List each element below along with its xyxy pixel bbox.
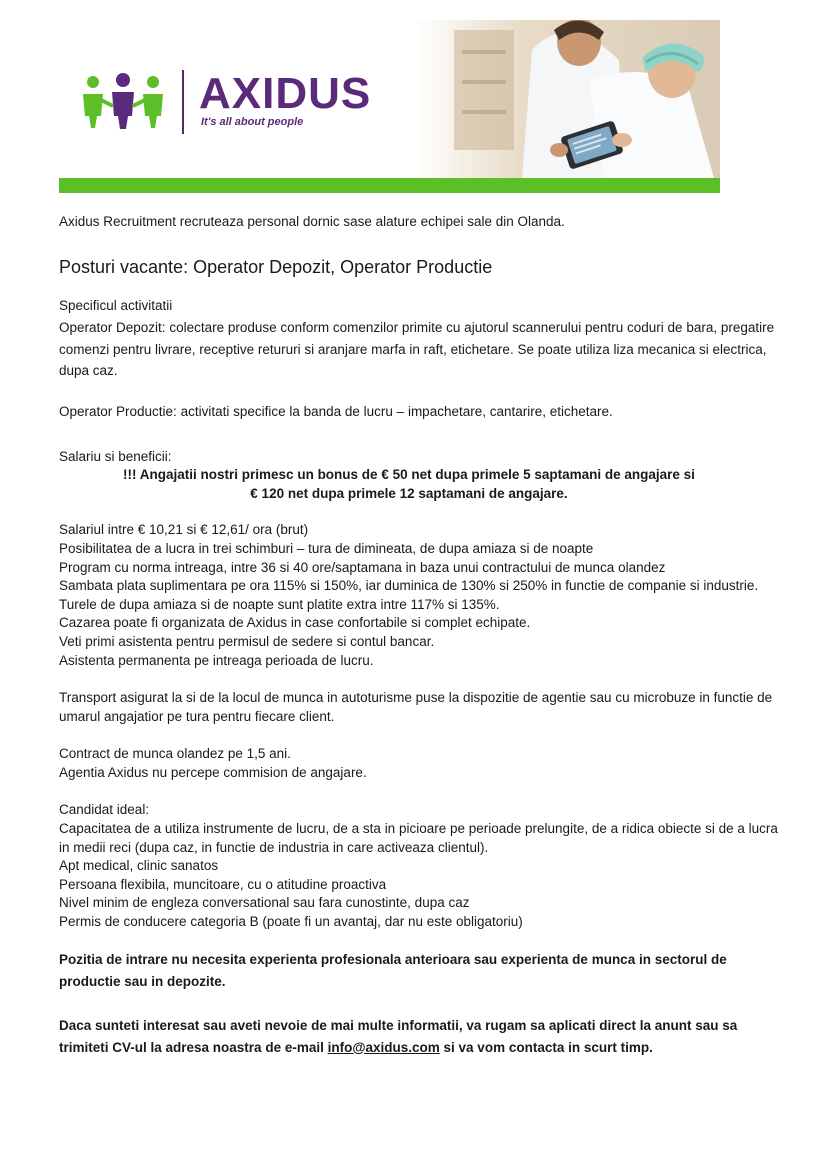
candidate-heading: Candidat ideal: (59, 802, 150, 817)
benefit-item: Posibilitatea de a lucra in trei schimburi – tura de dimineata, de dupa amiaza si de noapte (59, 541, 594, 556)
apply-text-after: si va vom contacta in scurt timp. (439, 1039, 653, 1055)
salary-heading: Salariu si beneficii: (59, 449, 172, 464)
benefit-item: Turele de dupa amiaza si de noapte sunt platite extra intre 117% si 135%. (59, 596, 500, 612)
operator-depozit-description (59, 317, 781, 382)
operator-productie-text: activitati specifice la banda de lucru – impachetare, cantarire, etichetare. (176, 404, 613, 419)
benefit-item: Program cu norma intreaga, intre 36 si 40 ore/saptamana in baza unui contractului de munca olandez (59, 559, 666, 575)
header-green-bar (59, 178, 720, 193)
people-logo-icon (81, 72, 165, 130)
no-fee-line: Agentia Axidus nu percepe commision de angajare. (59, 764, 367, 780)
requirement-item: Capacitatea de a utiliza instrumente de lucru, de a sta in picioare pe perioade prelungite, de a ridica obiecte si de a lucra in medii reci (dupa caz, in functie de industria in care activeaza clientul). (59, 821, 778, 855)
operator-productie-description (59, 403, 781, 422)
brand-tagline: It's all about people (201, 116, 304, 128)
apply-text-before: Daca sunteti interesat sau aveti nevoie de mai multe informatii, va rugam sa aplicati direct la anunt sau sa trimiteti CV-ul la adresa noastra de e-mail (59, 1018, 738, 1055)
apply-instructions (59, 1015, 781, 1058)
activity-heading: Specificul activitatii (59, 298, 173, 313)
benefit-item: Sambata plata suplimentara pe ora 115% si 150%, iar duminica de 130% si 250% in functie de companie si industrie. (59, 578, 759, 594)
experience-note: Pozitia de intrare nu necesita experienta profesionala anterioara sau experienta de munca in sectorul de productie sau in depozite. (59, 952, 727, 989)
transport-text: Transport asigurat la si de la locul de munca in autoturisme puse la dispozitie de agentie sau cu microbuze in functie de umarul angajatior pe tura pentru fiecare client. (59, 690, 773, 724)
requirement-item: Nivel minim de engleza conversational sau fara cunostinte, dupa caz (59, 895, 470, 911)
requirement-item: Persoana flexibila, muncitoare, cu o atitudine proactiva (59, 876, 387, 892)
logo-divider (182, 70, 184, 134)
contract-info (59, 745, 781, 782)
contact-email-link[interactable]: info@axidus.com (327, 1039, 440, 1055)
operator-depozit-label: Operator Depozit: (59, 320, 166, 335)
contract-line: Contract de munca olandez pe 1,5 ani. (59, 746, 291, 761)
requirement-item: Permis de conducere categoria B (poate fi un avantaj, dar nu este obligatoriu) (59, 913, 523, 929)
positions-title: Posturi vacante: Operator Depozit, Operator Productie (59, 257, 493, 277)
operator-depozit-text: colectare produse conform comenzilor primite cu ajutorul scannerului pentru coduri de bara, pregatire comenzi pentru livrare, receptive retururi si aranjare marfa in raft, etichetare. Se poate utiliza liza mecanica si electrica, dupa caz. (59, 320, 775, 378)
operator-productie-label: Operator Productie: (59, 404, 177, 419)
bonus-announcement (59, 466, 759, 503)
benefit-item: Asistenta permanenta pe intreaga perioada de lucru. (59, 652, 374, 668)
lab-workers-photo (414, 20, 720, 178)
intro-text: Axidus Recruitment recruteaza personal dornic sase alature echipei sale din Olanda. (59, 214, 565, 229)
bonus-line-1: !!! Angajatii nostri primesc un bonus de € 50 net dupa primele 5 saptamani de angajare si (123, 467, 695, 482)
benefit-item: Veti primi asistenta pentru permisul de sedere si contul bancar. (59, 633, 435, 649)
benefit-item: Cazarea poate fi organizata de Axidus in case confortabile si complet echipate. (59, 615, 531, 631)
requirement-item: Apt medical, clinic sanatos (59, 858, 219, 874)
candidate-requirements (59, 820, 781, 932)
header-banner (59, 20, 720, 193)
salary-range: Salariul intre € 10,21 si € 12,61/ ora (brut) (59, 522, 309, 537)
brand-name: AXIDUS (199, 69, 372, 118)
benefits-list (59, 540, 781, 670)
bonus-line-2: € 120 net dupa primele 12 saptamani de angajare. (250, 485, 568, 501)
